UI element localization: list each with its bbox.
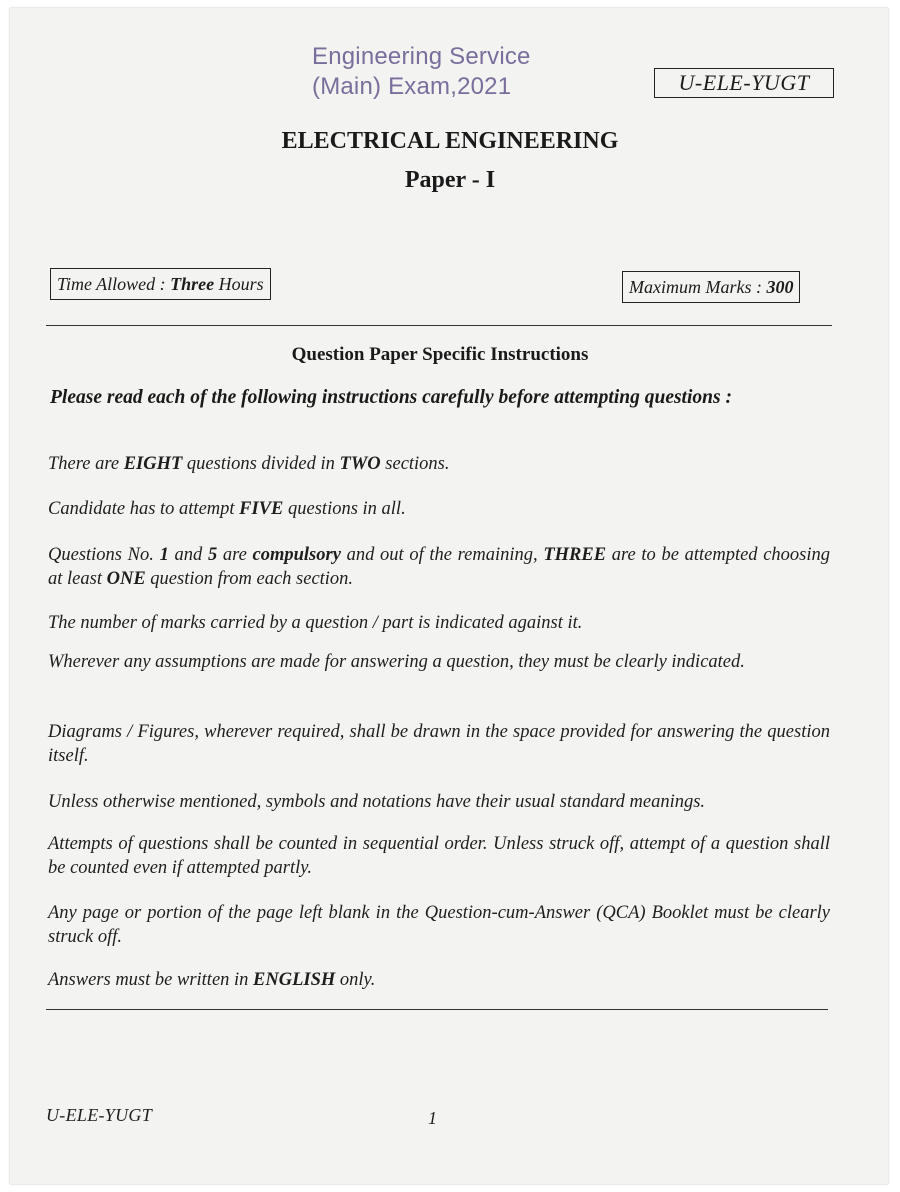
instruction-item: Unless otherwise mentioned, symbols and notations have their usual standard meanings. <box>48 792 706 812</box>
instructions-heading: Question Paper Specific Instructions <box>291 344 589 365</box>
subject-title: ELECTRICAL ENGINEERING <box>281 128 619 154</box>
exam-stamp <box>312 42 572 102</box>
maximum-marks-box <box>622 271 800 303</box>
bottom-divider <box>46 1009 828 1010</box>
paper-code-box: U-ELE-YUGT <box>654 68 834 98</box>
maximum-marks-value: 300 <box>766 277 794 297</box>
footer-paper-code: U-ELE-YUGT <box>46 1105 153 1125</box>
instruction-item: Candidate has to attempt FIVE questions in all. <box>48 499 406 519</box>
time-allowed-suffix: Hours <box>214 274 264 294</box>
instruction-item: Attempts of questions shall be counted in sequential order. Unless struck off, attempt of a question shall be counted even if attempted partly. <box>48 834 830 878</box>
instruction-item: Wherever any assumptions are made for answering a question, they must be clearly indicated. <box>48 652 745 672</box>
instruction-item: There are EIGHT questions divided in TWO sections. <box>48 454 450 474</box>
page-number: 1 <box>428 1108 437 1128</box>
paper-number: Paper - I <box>404 167 496 193</box>
time-allowed-value: Three <box>170 274 215 294</box>
instruction-item: Any page or portion of the page left blank in the Question-cum-Answer (QCA) Booklet must be clearly struck off. <box>48 903 830 947</box>
stamp-line-1: Engineering Service <box>312 43 531 70</box>
lead-instruction: Please read each of the following instructions carefully before attempting questions : <box>50 387 732 408</box>
time-allowed-label: Time Allowed : <box>57 274 171 294</box>
instruction-item: Answers must be written in ENGLISH only. <box>48 970 376 990</box>
time-allowed-box <box>50 268 271 300</box>
stamp-line-2: (Main) Exam,2021 <box>312 73 512 100</box>
maximum-marks-label: Maximum Marks : <box>629 277 767 297</box>
instruction-item: Diagrams / Figures, wherever required, shall be drawn in the space provided for answering the question itself. <box>48 722 830 766</box>
instruction-item: The number of marks carried by a question / part is indicated against it. <box>48 613 583 633</box>
instruction-item: Questions No. 1 and 5 are compulsory and out of the remaining, THREE are to be attempted choosing at least ONE question from each section. <box>48 545 831 589</box>
top-divider <box>46 325 832 326</box>
